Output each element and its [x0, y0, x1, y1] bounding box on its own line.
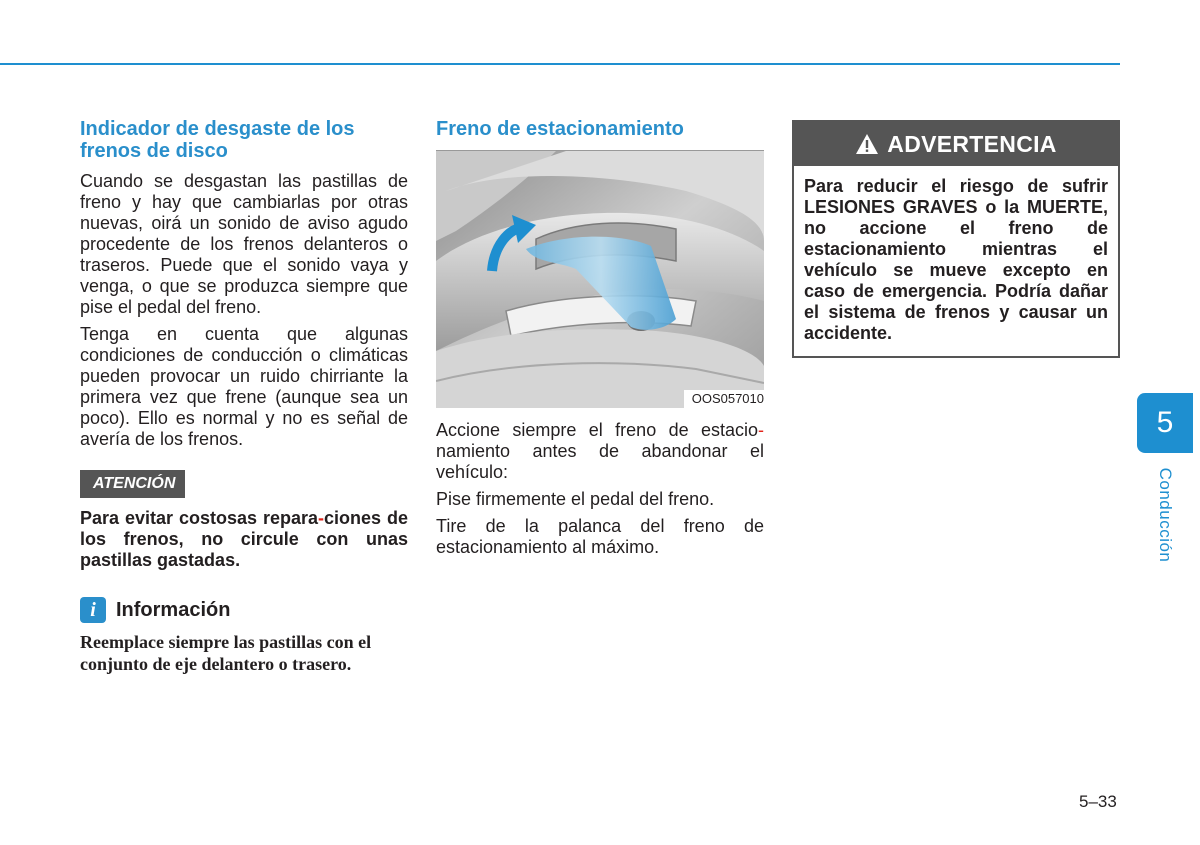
chapter-number-tab: 5: [1137, 393, 1193, 453]
figure-code: OOS057010: [684, 390, 764, 408]
section-title-parking-brake: Freno de estacionamiento: [436, 118, 684, 140]
parking-brake-lever-drawing: [436, 151, 764, 408]
parking-1-hyphen: -: [758, 420, 764, 440]
middle-column: [436, 118, 764, 564]
paragraph-parking-3: Tire de la palanca del freno de estacionamiento al máximo.: [436, 516, 764, 557]
warning-text: Para reducir el riesgo de sufrir LESIONES GRAVES o la MUERTE, no accione el freno de estacionamiento mientras el vehículo se mueve excepto en caso de emergencia. Podría dañar el sistema de frenos y causar un accidente.: [804, 176, 1108, 343]
page-number: 5–33: [1079, 792, 1117, 811]
parking-1-part-b: namiento antes de abandonar el vehículo:: [436, 441, 764, 482]
attention-label: ATENCIÓN: [80, 470, 185, 498]
info-header: [80, 597, 408, 623]
warning-title: ADVERTENCIA: [887, 130, 1057, 157]
info-title: Información: [116, 598, 231, 621]
section-title-brake-wear: Indicador de desgaste de los frenos de disco: [80, 118, 355, 162]
chapter-name: Conducción: [1156, 467, 1175, 563]
paragraph-brake-wear-2: Tenga en cuenta que algunas condiciones de conducción o climáticas pueden provocar un ruido chirriante la primera vez que frene (aunque sea un poco). Ello es normal y no es señal de avería de los frenos.: [80, 324, 408, 449]
info-icon: i: [80, 597, 106, 623]
attention-text-part-b: ciones de los frenos, no circule con unas pastillas gastadas.: [80, 508, 408, 570]
top-rule: [0, 63, 1120, 65]
paragraph-parking-2: Pise firmemente el pedal del freno.: [436, 489, 715, 509]
attention-text: [80, 508, 408, 571]
left-column: [80, 118, 408, 675]
attention-text-part-a: Para evitar costosas repara: [80, 508, 319, 528]
paragraph-parking-1: [436, 420, 764, 483]
warning-box: [792, 120, 1120, 358]
attention-hyphen: -: [318, 508, 325, 528]
warning-triangle-icon: [855, 133, 879, 155]
paragraph-brake-wear-1: Cuando se desgastan las pastillas de freno y hay que cambiarlas por otras nuevas, oirá un sonido de aviso agudo procedente de los frenos delanteros o traseros. Puede que el sonido vaya y venga, o que se produzca siempre que pise el pedal del freno.: [80, 171, 408, 317]
right-column: [792, 120, 1120, 358]
parking-brake-illustration: [436, 150, 764, 408]
info-text: Reemplace siempre las pastillas con el conjunto de eje delantero o trasero.: [80, 632, 372, 674]
warning-header: [794, 122, 1118, 166]
parking-1-part-a: Accione siempre el freno de estacio: [436, 420, 758, 440]
